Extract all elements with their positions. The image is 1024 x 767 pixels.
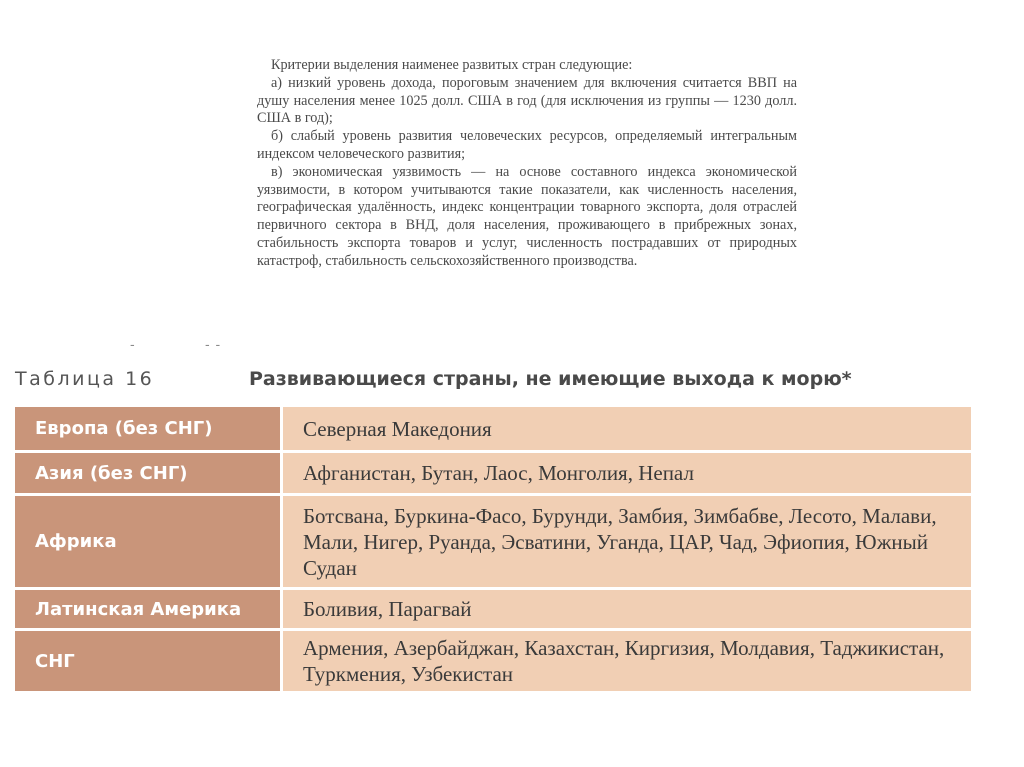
table-row (15, 496, 971, 587)
criteria-text-block (257, 57, 797, 271)
decorative-dash: - - (205, 336, 222, 352)
countries-cell: Боливия, Парагвай (303, 597, 472, 621)
table-row (15, 453, 971, 493)
region-cell: Африка (15, 496, 283, 587)
countries-cell: Афганистан, Бутан, Лаос, Монголия, Непал (303, 461, 694, 485)
table-row (15, 590, 971, 628)
countries-cell: Ботсвана, Буркина-Фасо, Бурунди, Замбия, Зимбабве, Лесото, Малави, Мали, Нигер, Руанда, Эсватини, Уганда, ЦАР, Чад, Эфиопия, Южный Судан (303, 503, 937, 580)
table-row (15, 631, 971, 691)
region-cell: СНГ (15, 631, 283, 691)
landlocked-countries-table (15, 407, 971, 691)
table-title: Развивающиеся страны, не имеющие выхода к морю* (249, 368, 852, 390)
criteria-item-c: в) экономическая уязвимость — на основе составного индекса экономической уязвимости, в котором учитываются такие показатели, как численность населения, географическая удалённость, индекс концентрации товарного экспорта, доля отраслей первичного сектора в ВНД, доля населения, проживающего в прибрежных зонах, стабильность экспорта товаров и услуг, численность пострадавших от природных катастроф, стабильность сельскохозяйственного производства. (257, 163, 797, 269)
table-caption (15, 364, 975, 398)
region-cell: Азия (без СНГ) (15, 453, 283, 493)
region-cell: Латинская Америка (15, 590, 283, 628)
criteria-heading: Критерии выделения наименее развитых стран следующие: (271, 57, 633, 73)
criteria-item-a: а) низкий уровень дохода, пороговым значением для включения считается ВВП на душу населения менее 1025 долл. США в год (для исключения из группы — 1230 долл. США в год); (257, 74, 797, 127)
countries-cell: Армения, Азербайджан, Казахстан, Киргизия, Молдавия, Таджикистан, Туркмения, Узбекистан (303, 636, 945, 686)
criteria-item-b: б) слабый уровень развития человеческих ресурсов, определяемый интегральным индексом человеческого развития; (257, 128, 797, 162)
countries-cell: Северная Македония (303, 416, 492, 441)
table-row (15, 407, 971, 450)
region-cell: Европа (без СНГ) (15, 407, 283, 450)
decorative-dash: - (130, 336, 136, 352)
table-number: Таблица 16 (15, 368, 155, 390)
